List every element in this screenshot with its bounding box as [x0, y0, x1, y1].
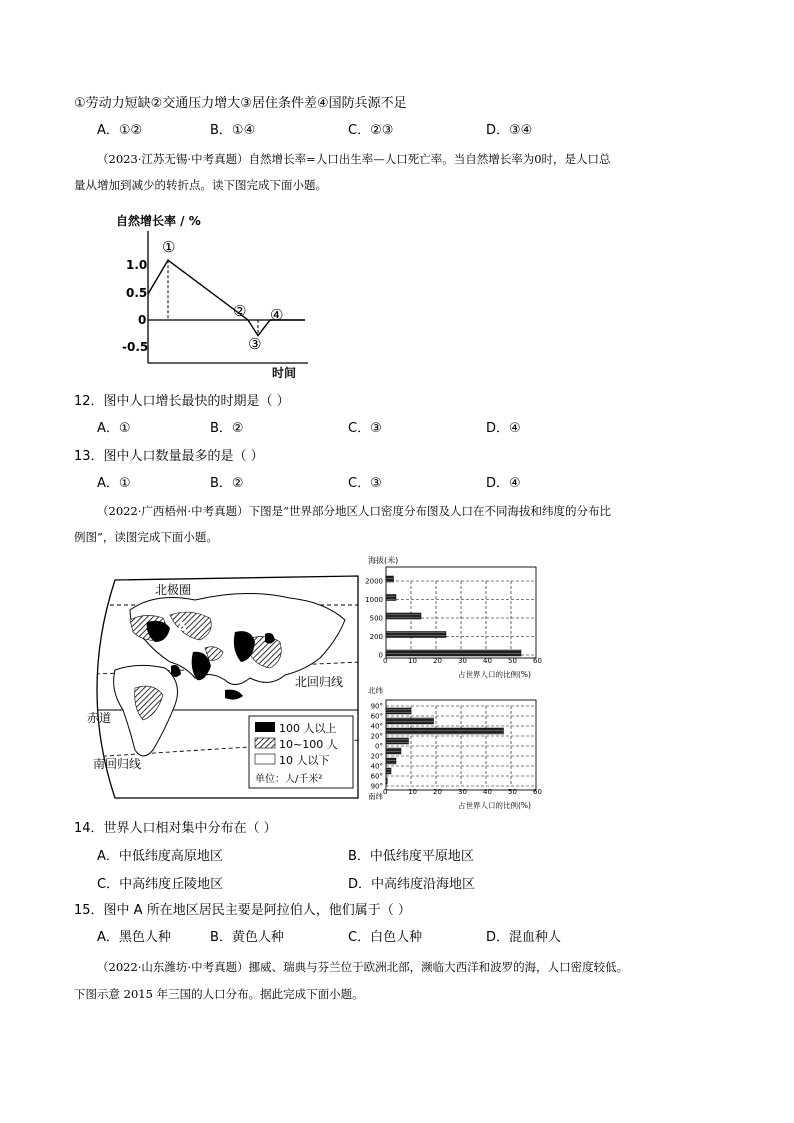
- alt-bar: [386, 613, 421, 619]
- lat-bar: [386, 768, 391, 774]
- legend-sparse-swatch: [255, 754, 275, 764]
- intro3-line2: 下图示意 2015 年三国的人口分布。据此完成下面小题。: [74, 987, 364, 1001]
- point-2-label: ②: [233, 302, 247, 320]
- lat-xtick: 30: [458, 788, 467, 796]
- lat-category: 40°: [370, 762, 383, 771]
- q14-stem: 14．世界人口相对集中分布在（ ）: [74, 821, 277, 836]
- lat-category: 20°: [370, 732, 383, 741]
- arctic-circle-label: 北极圈: [155, 583, 192, 597]
- q11-option-a[interactable]: A．①②: [97, 123, 143, 138]
- tropic-of-cancer-label: 北回归线: [295, 675, 344, 689]
- altitude-ylabel: 海拔(米): [368, 556, 399, 565]
- lat-xtick: 40: [483, 788, 492, 796]
- alt-category: 1000: [365, 596, 383, 604]
- q12-option-b[interactable]: B．②: [210, 421, 244, 436]
- q13-option-b[interactable]: B．②: [210, 476, 244, 491]
- map-marker-a: A: [177, 621, 188, 636]
- alt-bar: [386, 632, 446, 638]
- lat-category: 20°: [370, 752, 383, 761]
- ytick-05: 0.5: [126, 286, 148, 300]
- q12-option-d[interactable]: D．④: [486, 421, 521, 436]
- alt-xtick: 50: [508, 657, 517, 665]
- q11-option-d[interactable]: D．③④: [486, 123, 533, 138]
- alt-bar: [386, 595, 396, 601]
- lat-bar: [386, 748, 401, 754]
- growth-chart-ylabel: 自然增长率 / %: [116, 214, 201, 228]
- altitude-distribution-chart: [362, 553, 542, 681]
- alt-xtick: 40: [483, 657, 492, 665]
- intro2-line2: 例图”，读图完成下面小题。: [74, 530, 218, 544]
- q13-option-c[interactable]: C．③: [348, 476, 382, 491]
- q13-option-d[interactable]: D．④: [486, 476, 521, 491]
- tropic-of-capricorn-label: 南回归线: [93, 757, 142, 771]
- q13-option-a[interactable]: A．①: [97, 476, 131, 491]
- legend-dense-label: 100 人以上: [279, 722, 337, 735]
- point-4-label: ④: [270, 306, 284, 324]
- lat-xtick: 20: [433, 788, 442, 796]
- legend-sparse-label: 10 人以下: [279, 754, 330, 767]
- q12-stem: 12．图中人口增长最快的时期是（ ）: [74, 394, 290, 409]
- lat-category: 60°: [370, 712, 383, 721]
- lat-bar: [386, 738, 409, 744]
- alt-category: 200: [369, 633, 383, 641]
- alt-bar: [386, 576, 394, 582]
- equator-label: 赤道: [87, 711, 112, 725]
- q15-option-b[interactable]: B．黄色人种: [210, 930, 284, 945]
- latitude-xlabel: 占世界人口的比例(%): [458, 801, 531, 810]
- alt-category: 500: [369, 614, 383, 623]
- latitude-north-label: 北纬: [368, 686, 383, 695]
- lat-bar: [386, 718, 434, 724]
- intro3-line1: （2022·山东潍坊·中考真题）挪威、瑞典与芬兰位于欧洲北部，濒临大西洋和波罗的海，人口密度较低。: [97, 960, 629, 974]
- latitude-south-label: 南纬: [368, 792, 383, 801]
- lat-bar: [386, 758, 396, 764]
- q11-choices: ①劳动力短缺②交通压力增大③居住条件差④国防兵源不足: [74, 96, 407, 111]
- lat-category: 0°: [375, 742, 383, 751]
- lat-xtick: 50: [508, 788, 517, 796]
- ytick-1: 1.0: [126, 258, 148, 272]
- q15-option-a[interactable]: A．黑色人种: [97, 930, 171, 945]
- legend-medium-swatch: [255, 738, 275, 748]
- lat-xtick: 0: [383, 788, 388, 796]
- lat-category: 90°: [370, 782, 383, 791]
- q14-option-a[interactable]: A．中低纬度高原地区: [97, 849, 223, 864]
- growth-rate-chart: [100, 205, 315, 385]
- alt-xtick: 0: [383, 657, 388, 665]
- lat-bar: [386, 728, 504, 734]
- q12-option-c[interactable]: C．③: [348, 421, 382, 436]
- growth-chart-xlabel: 时间: [272, 366, 297, 380]
- latitude-distribution-chart: [362, 684, 542, 812]
- lat-category: 60°: [370, 772, 383, 781]
- ytick-neg05: -0.5: [122, 340, 149, 354]
- q15-stem: 15．图中 A 所在地区居民主要是阿拉伯人，他们属于（ ）: [74, 903, 411, 918]
- alt-xtick: 10: [408, 657, 417, 665]
- q14-option-c[interactable]: C．中高纬度丘陵地区: [97, 877, 224, 892]
- intro1-line2: 量从增加到减少的转折点。读下图完成下面小题。: [74, 178, 327, 192]
- ytick-0: 0: [138, 313, 147, 327]
- q14-option-b[interactable]: B．中低纬度平原地区: [348, 849, 474, 864]
- legend-dense-swatch: [255, 722, 275, 732]
- population-density-map: [75, 570, 360, 802]
- growth-rate-line: [148, 260, 305, 335]
- q11-option-c[interactable]: C．②③: [348, 123, 394, 138]
- legend-unit: 单位：人/千米²: [255, 774, 323, 785]
- lat-xtick: 10: [408, 788, 417, 796]
- altitude-xlabel: 占世界人口的比例(%): [458, 670, 531, 679]
- intro1-line1: （2023·江苏无锡·中考真题）自然增长率=人口出生率—人口死亡率。当自然增长率为0时，是人口总: [97, 152, 611, 166]
- lat-bar: [386, 778, 387, 784]
- lat-xtick: 60: [533, 788, 542, 796]
- lat-bar: [386, 708, 411, 714]
- q14-option-d[interactable]: D．中高纬度沿海地区: [348, 877, 476, 892]
- lat-category: 40°: [370, 722, 383, 731]
- lat-category: 90°: [370, 702, 383, 711]
- q13-stem: 13．图中人口数量最多的是（ ）: [74, 449, 264, 464]
- intro2-line1: （2022·广西梧州·中考真题）下图是“世界部分地区人口密度分布图及人口在不同海拔和纬度的分布比: [97, 504, 611, 518]
- point-1-label: ①: [162, 238, 176, 256]
- legend-medium-label: 10~100 人: [279, 738, 338, 751]
- point-3-label: ③: [248, 335, 262, 353]
- alt-bar: [386, 650, 521, 656]
- alt-category: 0: [378, 651, 383, 660]
- alt-xtick: 60: [533, 657, 542, 665]
- alt-xtick: 30: [458, 657, 467, 665]
- q15-option-c[interactable]: C．白色人种: [348, 930, 423, 945]
- alt-category: 2000: [365, 577, 383, 586]
- alt-xtick: 20: [433, 657, 442, 665]
- q11-option-b[interactable]: B．①④: [210, 123, 256, 138]
- q12-option-a[interactable]: A．①: [97, 421, 131, 436]
- q15-option-d[interactable]: D．混血种人: [486, 930, 562, 945]
